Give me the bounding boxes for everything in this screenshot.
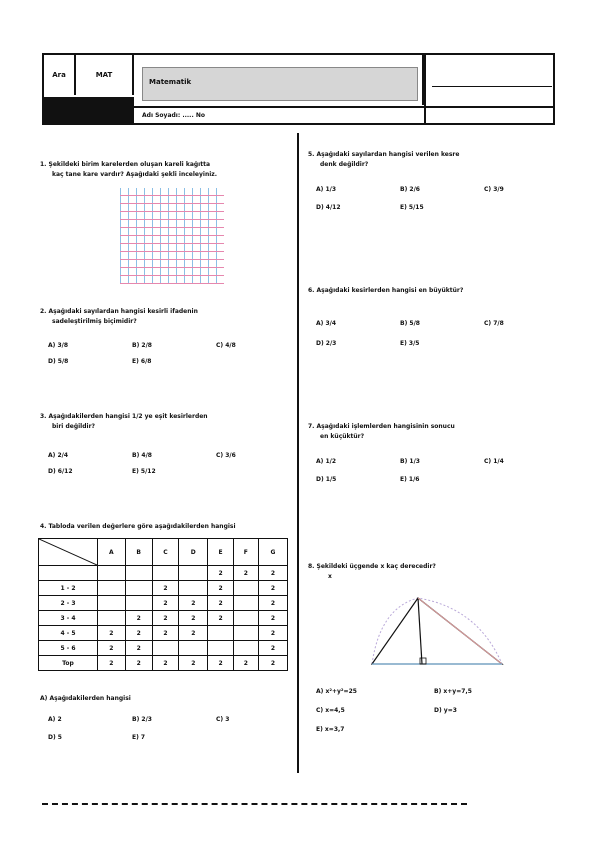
table-cell — [233, 611, 258, 626]
question-8-line2: x — [328, 573, 332, 580]
table-row — [39, 581, 288, 596]
table-header-cell: F — [233, 539, 258, 566]
table-cell: 2 — [259, 581, 288, 596]
table-cell — [233, 596, 258, 611]
table-cell: 2 — [208, 581, 233, 596]
column-divider — [297, 133, 299, 773]
q7-option-b[interactable]: B) 1/3 — [400, 458, 420, 465]
header-cell-a: Ara — [44, 55, 76, 95]
table-cell: 2 — [233, 566, 258, 581]
table-row — [39, 566, 288, 581]
student-name-line: Adı Soyadı: ..... No — [142, 112, 205, 119]
q6-option-e[interactable]: E) 3/5 — [400, 340, 420, 347]
q5-option-c[interactable]: C) 3/9 — [484, 186, 504, 193]
table-header-row — [39, 539, 288, 566]
question-7 — [308, 422, 564, 442]
table-cell: 2 — [125, 611, 152, 626]
arc-curve — [372, 598, 502, 664]
table-cell — [179, 641, 208, 656]
q8-option-e[interactable]: E) x=3,7 — [316, 726, 345, 733]
table-cell: 2 — [259, 656, 288, 671]
table-cell: 2 — [259, 641, 288, 656]
q2-option-e[interactable]: E) 6/8 — [132, 358, 152, 365]
table-cell — [208, 641, 233, 656]
table-header-cell: C — [152, 539, 178, 566]
q7-option-a[interactable]: A) 1/2 — [316, 458, 337, 465]
question-3 — [40, 412, 290, 432]
question-2-line2: sadeleştirilmiş biçimidir? — [52, 318, 137, 325]
q4-option-c[interactable]: C) 3 — [216, 716, 230, 723]
table-cell — [98, 611, 126, 626]
table-cell — [233, 626, 258, 641]
table-cell: 2 — [233, 656, 258, 671]
question-3-line2: biri değildir? — [52, 423, 96, 430]
table-cell — [152, 566, 178, 581]
table-cell — [179, 581, 208, 596]
table-cell: 2 — [208, 596, 233, 611]
table-cell: 2 — [125, 626, 152, 641]
q6-option-a[interactable]: A) 3/4 — [316, 320, 337, 327]
table-cell — [125, 596, 152, 611]
table-row — [39, 611, 288, 626]
triangle-height-line — [418, 598, 422, 664]
q8-option-d[interactable]: D) y=3 — [434, 707, 457, 714]
q5-option-b[interactable]: B) 2/6 — [400, 186, 420, 193]
table-cell: 2 — [179, 626, 208, 641]
table-cell — [125, 566, 152, 581]
diagonal-line-icon — [39, 539, 97, 565]
table-cell: 4 - 5 — [39, 626, 98, 641]
table-cell: 2 — [125, 656, 152, 671]
q7-option-e[interactable]: E) 1/6 — [400, 476, 420, 483]
table-cell: 2 — [152, 596, 178, 611]
q3-option-d[interactable]: D) 6/12 — [48, 468, 73, 475]
table-row — [39, 641, 288, 656]
table-cell — [152, 641, 178, 656]
header-black-block — [42, 97, 134, 125]
q5-option-a[interactable]: A) 1/3 — [316, 186, 337, 193]
table-cell: 2 — [98, 641, 126, 656]
q4-option-d[interactable]: D) 5 — [48, 734, 62, 741]
q3-option-c[interactable]: C) 3/6 — [216, 452, 236, 459]
question-1 — [40, 160, 290, 180]
q2-option-c[interactable]: C) 4/8 — [216, 342, 236, 349]
q4-option-a[interactable]: A) 2 — [48, 716, 62, 723]
question-3-line1: 3. Aşağıdakilerden hangisi 1/2 ye eşit kesirlerden — [40, 413, 208, 420]
table-header-cell: B — [125, 539, 152, 566]
question-6 — [308, 286, 564, 296]
table-cell — [39, 566, 98, 581]
table-cell: 2 — [259, 626, 288, 641]
table-row — [39, 596, 288, 611]
q5-option-d[interactable]: D) 4/12 — [316, 204, 341, 211]
table-cell: 1 - 2 — [39, 581, 98, 596]
table-cell: Top — [39, 656, 98, 671]
table-cell: 2 — [179, 596, 208, 611]
table-row — [39, 656, 288, 671]
table-header-cell: A — [98, 539, 126, 566]
table-cell: 2 — [152, 611, 178, 626]
q2-option-b[interactable]: B) 2/8 — [132, 342, 152, 349]
q4-option-e[interactable]: E) 7 — [132, 734, 146, 741]
question-4 — [40, 522, 295, 532]
table-cell: 2 — [152, 626, 178, 641]
question-2 — [40, 307, 290, 327]
table-cell: 2 — [179, 611, 208, 626]
table-cell: 2 — [208, 656, 233, 671]
q6-option-c[interactable]: C) 7/8 — [484, 320, 504, 327]
table-cell: 2 - 3 — [39, 596, 98, 611]
question-7-line2: en küçüktür? — [320, 433, 365, 440]
question-6-line1: 6. Aşağıdaki kesirlerden hangisi en büyüktür? — [308, 287, 464, 294]
question-4-answer-line: A) Aşağıdakilerden hangisi — [40, 695, 131, 702]
table-cell: 2 — [179, 656, 208, 671]
question-1-line1: 1. Şekildeki birim karelerden oluşan kareli kağıtta — [40, 161, 210, 168]
header-divider — [134, 106, 555, 108]
question-7-line1: 7. Aşağıdaki işlemlerden hangisinin sonucu — [308, 423, 455, 430]
page-title: Matematik — [142, 67, 418, 101]
question-8 — [308, 562, 564, 582]
q3-option-e[interactable]: E) 5/12 — [132, 468, 156, 475]
table-cell: 2 — [259, 566, 288, 581]
question-5 — [308, 150, 564, 170]
question-4-line1: 4. Tabloda verilen değerlere göre aşağıdakilerden hangisi — [40, 523, 236, 530]
q3-option-a[interactable]: A) 2/4 — [48, 452, 69, 459]
table-cell: 2 — [208, 566, 233, 581]
table-cell: 2 — [259, 596, 288, 611]
table-cell: 2 — [98, 656, 126, 671]
table-header-cell: D — [179, 539, 208, 566]
header-right-line — [432, 86, 552, 87]
table-cell: 2 — [98, 626, 126, 641]
q2-option-d[interactable]: D) 5/8 — [48, 358, 69, 365]
q6-option-d[interactable]: D) 2/3 — [316, 340, 337, 347]
question-5-line2: denk değildir? — [320, 161, 369, 168]
right-angle-mark — [420, 658, 426, 664]
q2-option-a[interactable]: A) 3/8 — [48, 342, 69, 349]
question-5-line1: 5. Aşağıdaki sayılardan hangisi verilen kesre — [308, 151, 460, 158]
table-cell — [125, 581, 152, 596]
q3-option-b[interactable]: B) 4/8 — [132, 452, 152, 459]
triangle-figure — [360, 588, 510, 670]
table-cell: 3 - 4 — [39, 611, 98, 626]
table-header-cell: E — [208, 539, 233, 566]
table-header-cell — [39, 539, 98, 566]
table-row — [39, 626, 288, 641]
table-header-cell: G — [259, 539, 288, 566]
triangle-side-line — [418, 598, 502, 664]
table-cell — [208, 626, 233, 641]
question-2-line1: 2. Aşağıdaki sayılardan hangisi kesirli ifadenin — [40, 308, 198, 315]
q7-option-d[interactable]: D) 1/5 — [316, 476, 337, 483]
bottom-dashed-line — [42, 803, 467, 805]
table-cell: 5 - 6 — [39, 641, 98, 656]
table-cell — [233, 581, 258, 596]
question-1-line2: kaç tane kare vardır? Aşağıdaki şekli inceleyiniz. — [52, 171, 218, 178]
grid-figure — [120, 188, 224, 284]
q7-option-c[interactable]: C) 1/4 — [484, 458, 504, 465]
table-cell: 2 — [125, 641, 152, 656]
q8-option-b[interactable]: B) x+y=7,5 — [434, 688, 472, 695]
table-cell: 2 — [259, 611, 288, 626]
table-cell: 2 — [152, 656, 178, 671]
q5-option-e[interactable]: E) 5/15 — [400, 204, 424, 211]
q6-option-b[interactable]: B) 5/8 — [400, 320, 420, 327]
q8-option-c[interactable]: C) x=4,5 — [316, 707, 345, 714]
question-8-line1: 8. Şekildeki üçgende x kaç derecedir? — [308, 563, 436, 570]
triangle-shape — [372, 598, 502, 664]
q8-option-a[interactable]: A) x²+y²=25 — [316, 688, 357, 695]
table-cell — [233, 641, 258, 656]
table-cell — [98, 596, 126, 611]
table-cell: 2 — [208, 611, 233, 626]
table-cell: 2 — [152, 581, 178, 596]
table-cell — [179, 566, 208, 581]
header-vertical-divider — [424, 55, 426, 123]
table-cell — [98, 581, 126, 596]
q4-option-b[interactable]: B) 2/3 — [132, 716, 152, 723]
data-table — [38, 538, 288, 671]
header-cell-b: MAT — [76, 55, 134, 95]
table-cell — [98, 566, 126, 581]
